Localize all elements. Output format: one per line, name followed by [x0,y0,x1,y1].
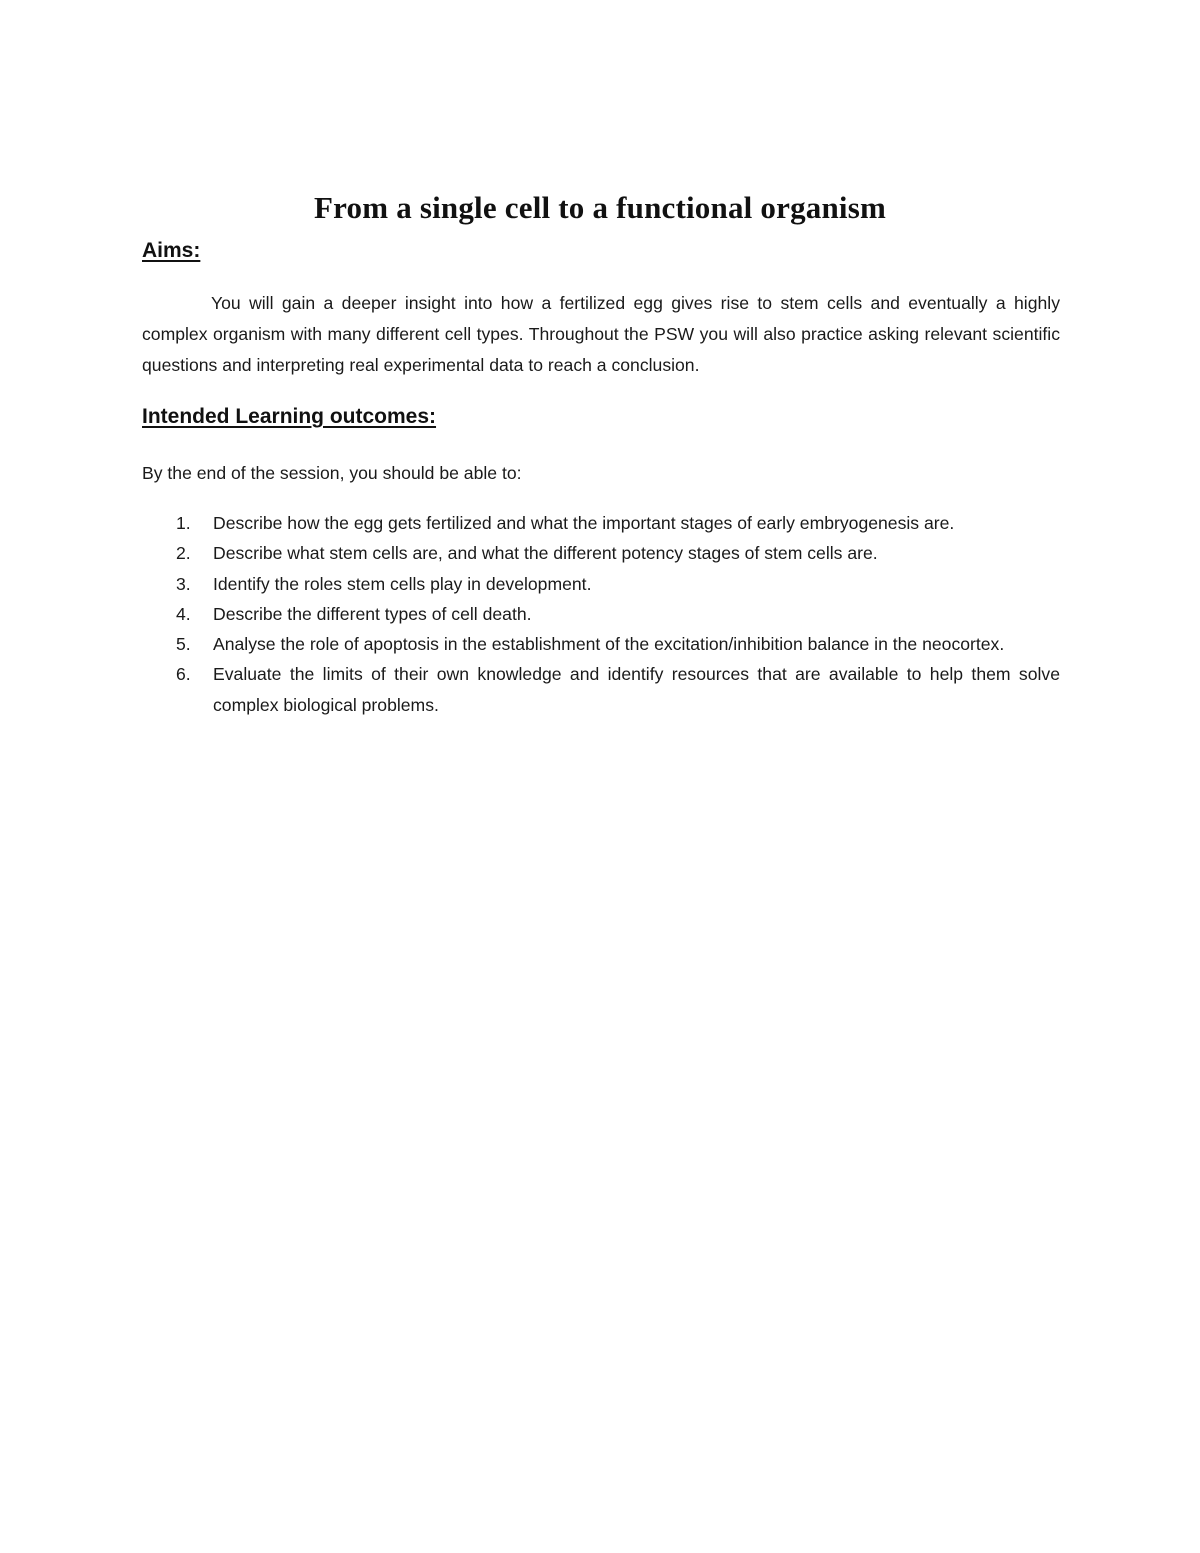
learning-outcomes-heading: Intended Learning outcomes: [142,405,437,428]
outcome-item-1 [142,508,1060,538]
outcome-text: Analyse the role of apoptosis in the establishment of the excitation/inhibition balance in the neocortex. [213,634,1005,655]
outcome-item-5 [142,629,1060,659]
outcome-text: Evaluate the limits of their own knowledge and identify resources that are available to help them solve complex biological problems. [213,664,1060,715]
outcome-item-4 [142,599,1060,629]
outcome-item-2 [142,538,1060,568]
outcome-number: 4. [176,603,191,624]
document-title: From a single cell to a functional organism [313,190,887,225]
outcome-number: 3. [176,573,191,594]
learning-outcomes-list [142,508,1060,720]
outcome-item-6 [142,659,1060,720]
outcome-text: Describe how the egg gets fertilized and what the important stages of early embryogenesis are. [213,513,955,533]
outcome-text: Identify the roles stem cells play in development. [213,573,592,594]
outcome-text: Describe what stem cells are, and what the different potency stages of stem cells are. [213,543,878,564]
aims-heading: Aims: [142,239,201,262]
outcome-text: Describe the different types of cell death. [213,603,532,624]
outcome-item-3 [142,569,1060,599]
outcome-number: 5. [176,634,191,655]
outcome-number: 1. [176,513,191,533]
outcome-number: 2. [176,543,191,564]
aims-paragraph: You will gain a deeper insight into how a fertilized egg gives rise to stem cells and eventually a highly complex organism with many different cell types. Throughout the PSW you will also practice asking relevant scientific questions and interpreting real experimental data to reach a conclusion. [142,293,1060,375]
learning-outcomes-intro: By the end of the session, you should be able to: [142,463,522,483]
outcome-number: 6. [176,664,191,685]
